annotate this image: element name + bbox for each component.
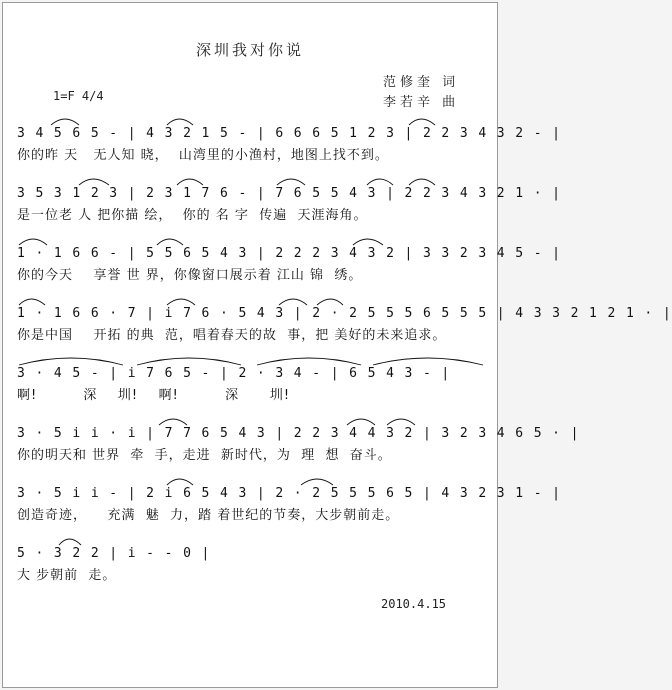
lyric-line-5: 啊! 深 圳! 啊! 深 圳! [17, 388, 291, 403]
notation-line-4: 1 · 1 6 6 · 7 | i 7 6 · 5 4 3 | 2 · 2 5 5 5 6 5 5 5 | 4 3 3 2 1 2 1 · | [17, 306, 672, 321]
slur-marks [17, 475, 493, 487]
notation-line-1: 3 4 5 6 5 - | 4 3 2 1 5 - | 6 6 6 5 1 2 3 | 2 2 3 4 3 2 - | [17, 126, 562, 141]
lyric-line-2: 是一位老 人 把你描 绘， 你的 名 字 传遍 天涯海角。 [17, 208, 368, 223]
score-line-7 [17, 485, 562, 525]
lyric-line-6: 你的明天和 世界 牵 手，走进 新时代，为 理 想 奋斗。 [17, 448, 392, 463]
notation-line-3: 1 · 1 6 6 - | 5 5 6 5 4 3 | 2 2 2 3 4 3 2 | 3 3 2 3 4 5 - | [17, 246, 562, 261]
notation-line-5: 3 · 4 5 - | i 7 6 5 - | 2 · 3 4 - | 6 5 4 3 - | [17, 366, 451, 381]
tie-marks [17, 355, 493, 367]
slur-marks [17, 115, 493, 127]
slur-marks [17, 175, 493, 187]
slur-marks [17, 295, 493, 307]
song-title: 深圳我对你说 [195, 41, 304, 59]
lyric-line-7: 创造奇迹， 充满 魅 力，踏 着世纪的节奏，大步朝前走。 [17, 508, 400, 523]
slur-marks [17, 535, 493, 547]
score-line-2 [17, 185, 562, 225]
composition-date: 2010.4.15 [381, 597, 447, 611]
key-signature: 1=F 4/4 [53, 89, 104, 103]
score-line-3 [17, 245, 562, 285]
lyric-line-3: 你的今天 享誉 世 界，你像窗口展示着 江山 锦 绣。 [17, 268, 363, 283]
score-sheet [2, 2, 672, 688]
lyric-line-8: 大 步朝前 走。 [17, 568, 117, 583]
notation-line-6: 3 · 5 i i · i | 7 7 6 5 4 3 | 2 2 3 4 4 3 2 | 3 2 3 4 6 5 · | [17, 426, 580, 441]
slur-marks [17, 235, 493, 247]
notation-line-2: 3 5 3 1 2 3 | 2 3 1 7 6 - | 7 6 5 5 4 3 | 2 2 3 4 3 2 1 · | [17, 186, 562, 201]
score-line-1 [17, 125, 562, 165]
score-line-6 [17, 425, 580, 465]
lyric-line-4: 你是中国 开拓 的典 范，唱着春天的故 事，把 美好的未来追求。 [17, 328, 447, 343]
notation-line-7: 3 · 5 i i - | 2 i 6 5 4 3 | 2 · 2 5 5 5 6 5 | 4 3 2 3 1 - | [17, 486, 562, 501]
composer-credit: 李若辛 曲 [383, 95, 460, 110]
slur-marks [17, 415, 493, 427]
score-line-8 [17, 545, 493, 585]
score-line-4 [17, 305, 672, 345]
lyric-line-1: 你的昨 天 无人知 晓， 山湾里的小渔村，地图上找不到。 [17, 148, 389, 163]
score-line-5 [17, 365, 493, 405]
notation-line-8: 5 · 3 2 2 | i - - 0 | [17, 546, 211, 561]
lyricist-credit: 范修奎 词 [383, 75, 460, 90]
